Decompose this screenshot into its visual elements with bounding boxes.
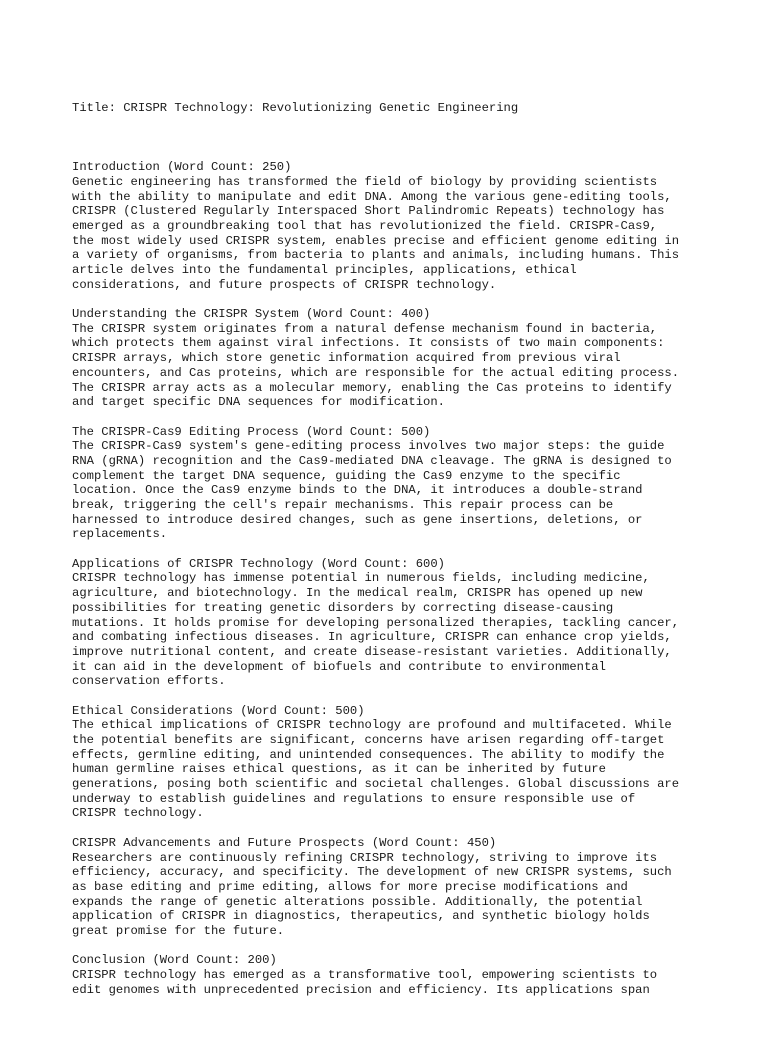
paragraph-line: The CRISPR system originates from a natural defense mechanism found in bacteria,	[72, 321, 658, 336]
paragraph-line: generations, posing both scientific and societal challenges. Global discussions are	[72, 777, 680, 792]
section-heading: Applications of CRISPR Technology (Word Count: 600)	[72, 556, 445, 571]
paragraph-line: mutations. It holds promise for developing personalized therapies, tackling cancer,	[72, 615, 680, 630]
paragraph-line: Genetic engineering has transformed the field of biology by providing scientists	[72, 174, 658, 189]
paragraph-line: The CRISPR-Cas9 system's gene-editing process involves two major steps: the guide	[72, 439, 665, 454]
paragraph-line: The ethical implications of CRISPR technology are profound and multifaceted. While	[72, 718, 672, 733]
document-section	[72, 307, 712, 410]
paragraph-line: conservation efforts.	[72, 674, 226, 689]
document-body	[72, 72, 712, 1041]
document-section	[72, 425, 712, 543]
paragraph-line: effects, germline editing, and unintended consequences. The ability to modify the	[72, 747, 665, 762]
section-heading: Understanding the CRISPR System (Word Count: 400)	[72, 307, 431, 322]
section-heading: Ethical Considerations (Word Count: 500)	[72, 703, 365, 718]
paragraph-line: article delves into the fundamental principles, applications, ethical	[72, 263, 577, 278]
section-heading: Conclusion (Word Count: 200)	[72, 953, 277, 968]
paragraph-line: possibilities for treating genetic disorders by correcting disease-causing	[72, 600, 614, 615]
paragraph-line: location. Once the Cas9 enzyme binds to the DNA, it introduces a double-strand	[72, 483, 643, 498]
paragraph-line: efficiency, accuracy, and specificity. The development of new CRISPR systems, such	[72, 865, 672, 880]
paragraph-line: underway to establish guidelines and regulations to ensure responsible use of	[72, 791, 636, 806]
section-heading: Introduction (Word Count: 250)	[72, 160, 292, 175]
document-sections	[72, 160, 712, 997]
paragraph-line: improve nutritional content, and create disease-resistant varieties. Additionally,	[72, 644, 672, 659]
paragraph-line: RNA (gRNA) recognition and the Cas9-mediated DNA cleavage. The gRNA is designed to	[72, 453, 672, 468]
paragraph-line: harnessed to introduce desired changes, such as gene insertions, deletions, or	[72, 512, 643, 527]
paragraph-line: break, triggering the cell's repair mechanisms. This repair process can be	[72, 498, 614, 513]
paragraph-line: replacements.	[72, 527, 168, 542]
document-section	[72, 836, 712, 939]
paragraph-line: as base editing and prime editing, allows for more precise modifications and	[72, 879, 628, 894]
paragraph-line: a variety of organisms, from bacteria to plants and animals, including humans. This	[72, 248, 680, 263]
paragraph-line: agriculture, and biotechnology. In the medical realm, CRISPR has opened up new	[72, 586, 643, 601]
paragraph-line: the potential benefits are significant, concerns have arisen regarding off-target	[72, 733, 665, 748]
paragraph-line: The CRISPR array acts as a molecular memory, enabling the Cas proteins to identify	[72, 380, 672, 395]
paragraph-line: Researchers are continuously refining CRISPR technology, striving to improve its	[72, 850, 658, 865]
document-section	[72, 557, 712, 689]
section-heading: CRISPR Advancements and Future Prospects (Word Count: 450)	[72, 835, 497, 850]
paragraph-line: and target specific DNA sequences for modification.	[72, 395, 445, 410]
paragraph-line: expands the range of genetic alterations possible. Additionally, the potential	[72, 894, 643, 909]
paragraph-line: CRISPR (Clustered Regularly Interspaced Short Palindromic Repeats) technology has	[72, 204, 665, 219]
paragraph-line: it can aid in the development of biofuels and contribute to environmental	[72, 659, 606, 674]
paragraph-line: great promise for the future.	[72, 923, 285, 938]
document-title: Title: CRISPR Technology: Revolutionizing Genetic Engineering	[72, 101, 519, 116]
paragraph-line: human germline raises ethical questions, as it can be inherited by future	[72, 762, 606, 777]
paragraph-line: edit genomes with unprecedented precision and efficiency. Its applications span	[72, 982, 650, 997]
paragraph-line: CRISPR arrays, which store genetic information acquired from previous viral	[72, 351, 621, 366]
paragraph-line: CRISPR technology.	[72, 806, 204, 821]
paragraph-line: encounters, and Cas proteins, which are responsible for the actual editing process.	[72, 365, 680, 380]
paragraph-line: considerations, and future prospects of CRISPR technology.	[72, 277, 497, 292]
paragraph-line: and combating infectious diseases. In agriculture, CRISPR can enhance crop yields,	[72, 630, 672, 645]
paragraph-line: with the ability to manipulate and edit DNA. Among the various gene-editing tools,	[72, 189, 672, 204]
paragraph-line: which protects them against viral infections. It consists of two main components:	[72, 336, 665, 351]
paragraph-line: emerged as a groundbreaking tool that has revolutionized the field. CRISPR-Cas9,	[72, 218, 658, 233]
section-heading: The CRISPR-Cas9 Editing Process (Word Count: 500)	[72, 424, 431, 439]
document-section	[72, 704, 712, 822]
document-section	[72, 160, 712, 292]
paragraph-line: application of CRISPR in diagnostics, therapeutics, and synthetic biology holds	[72, 909, 650, 924]
paragraph-line: the most widely used CRISPR system, enables precise and efficient genome editing in	[72, 233, 680, 248]
paragraph-line: CRISPR technology has immense potential in numerous fields, including medicine,	[72, 571, 650, 586]
paragraph-line: CRISPR technology has emerged as a transformative tool, empowering scientists to	[72, 968, 658, 983]
paragraph-line: complement the target DNA sequence, guiding the Cas9 enzyme to the specific	[72, 468, 621, 483]
document-section	[72, 953, 712, 997]
